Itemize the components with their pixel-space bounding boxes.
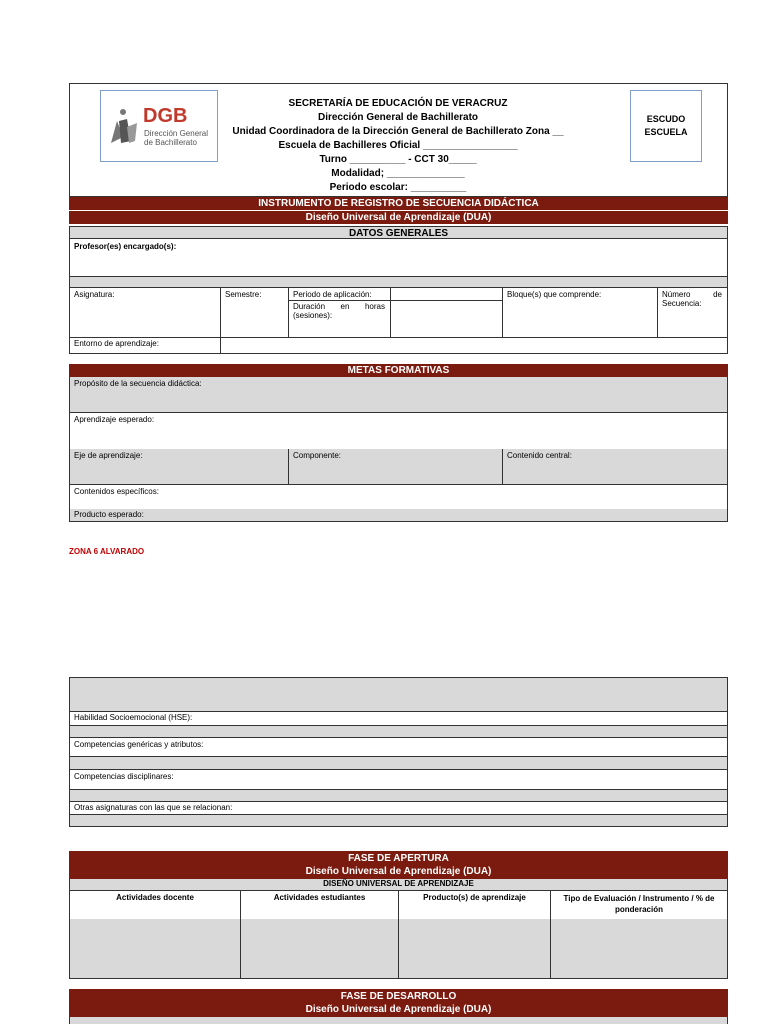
col-actividades-estudiantes: Actividades estudiantes [273,893,366,902]
otras-label: Otras asignaturas con las que se relacionan: [74,803,233,812]
numero-label: Número de Secuencia: [662,290,722,308]
header-line-4: Escuela de Bachilleres Oficial _________________ [278,140,518,151]
col-evaluacion: Tipo de Evaluación / Instrumento / % de ponderación [563,894,715,914]
apertura-sub-label: DISEÑO UNIVERSAL DE APRENDIZAJE [323,879,474,888]
profesor-label: Profesor(es) encargado(s): [74,242,177,251]
eje-label: Eje de aprendizaje: [74,451,143,460]
escudo-line-2: ESCUELA [644,127,688,137]
header-line-6: Modalidad; ______________ [331,168,465,179]
apertura-title: FASE DE APERTURA [348,853,449,864]
duracion-label: Duración en horas (sesiones): [293,302,385,320]
especificos-label: Contenidos específicos: [74,487,159,496]
componente-cell [288,449,502,484]
col-evaluacion-cell [550,891,727,919]
hse-label: Habilidad Socioemocional (HSE): [74,713,193,722]
disciplinares-label: Competencias disciplinares: [74,772,174,781]
hse-row [69,711,728,726]
profesor-spacer [69,277,728,288]
apertura-cols [69,891,728,920]
genericas-label: Competencias genéricas y atributos: [74,740,204,749]
header-line-7: Periodo escolar: __________ [329,182,467,193]
disciplinares-row [69,770,728,790]
genericas-row [69,738,728,757]
producto-row [69,509,728,522]
desarrollo-header [69,989,728,1017]
bar-metas: METAS FORMATIVAS [69,364,728,377]
zona-label: ZONA 6 ALVARADO [69,547,145,556]
disciplinares-spacer [69,790,728,802]
apertura-dua: Diseño Universal de Aprendizaje (DUA) [305,866,492,877]
hse-spacer [69,726,728,738]
competencias-top [69,677,728,712]
bar-instrumento: INSTRUMENTO DE REGISTRO DE SECUENCIA DIDÁCTICA [69,197,728,210]
apertura-body-col3 [398,919,550,978]
header-text [220,97,576,195]
col-actividades-docente: Actividades docente [116,893,194,902]
desarrollo-title: FASE DE DESARROLLO [340,991,457,1002]
bloque-label: Bloque(s) que comprende: [507,290,602,299]
col-estudiantes-cell [240,891,398,919]
logo-sub1: Dirección General [144,129,209,138]
genericas-spacer [69,757,728,770]
bar-dua: Diseño Universal de Aprendizaje (DUA) [69,211,728,224]
proposito-label: Propósito de la secuencia didáctica: [74,379,202,388]
especificos-row [69,485,728,510]
entorno-label: Entorno de aprendizaje: [74,339,159,348]
aprendizaje-row [69,413,728,450]
dgb-logo-icon [107,107,141,147]
header-line-1: SECRETARÍA DE EDUCACIÓN DE VERACRUZ [288,98,508,109]
asignatura-label: Asignatura: [74,290,115,299]
proposito-row [69,377,728,413]
contenido-central-label: Contenido central: [507,451,572,460]
asignatura-row [69,288,728,338]
desarrollo-dua: Diseño Universal de Aprendizaje (DUA) [305,1004,492,1015]
periodo-value-cell [390,288,502,337]
aprendizaje-label: Aprendizaje esperado: [74,415,155,424]
escudo-line-1: ESCUDO [646,114,686,124]
producto-label: Producto esperado: [74,510,144,519]
periodo-cell [288,288,390,337]
bloque-cell [502,288,657,337]
apertura-header [69,851,728,879]
entorno-row [69,337,728,354]
header-line-5: Turno __________ - CCT 30_____ [319,154,477,165]
otras-row [69,802,728,815]
logo-sub2: de Bachillerato [144,138,197,147]
entorno-value-cell [220,337,727,353]
periodo-label: Periodo de aplicación: [289,289,390,301]
periodo-value-divider [391,288,502,301]
apertura-body-col4 [550,919,727,978]
desarrollo-sub [69,1017,728,1024]
logo-text: DGB [143,105,188,127]
otras-spacer [69,815,728,827]
dgb-logo [100,90,218,162]
apertura-body-col2 [240,919,398,978]
header-line-3: Unidad Coordinadora de la Dirección General de Bachillerato Zona __ [232,126,564,137]
bar-datos-generales: DATOS GENERALES [69,226,728,239]
numero-cell [657,288,727,337]
contenido-central-cell [502,449,727,484]
col-producto: Producto(s) de aprendizaje [423,893,526,902]
header-line-2: Dirección General de Bachillerato [317,112,479,123]
apertura-sub [69,879,728,891]
semestre-cell [220,288,288,337]
componente-label: Componente: [293,451,342,460]
escudo-box [630,90,702,162]
eje-row [69,449,728,485]
profesor-row [69,239,728,277]
semestre-label: Semestre: [225,290,262,299]
col-producto-cell [398,891,550,919]
apertura-body [69,919,728,979]
